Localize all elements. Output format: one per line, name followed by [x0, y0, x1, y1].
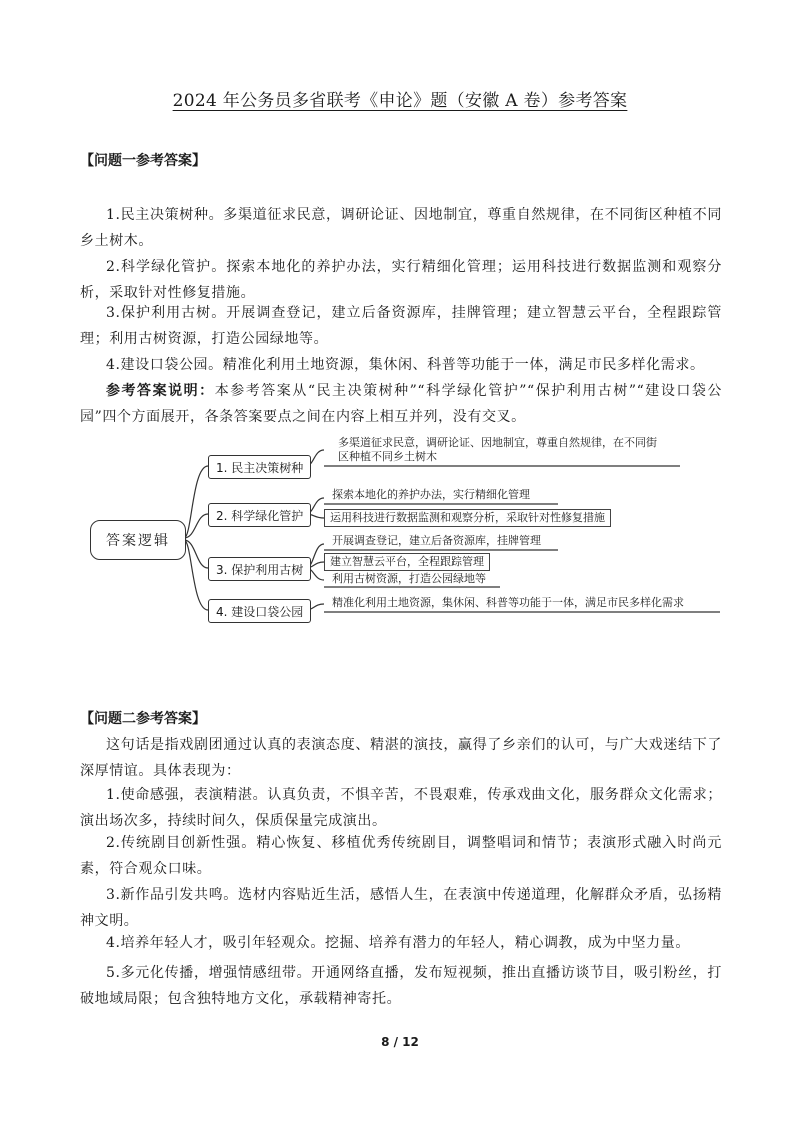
diagram-leaf-2-1: 探索本地化的养护办法，实行精细化管理: [332, 488, 530, 501]
connector-branch-2: [184, 514, 208, 538]
section2-point-2: 2.传统剧目创新性强。精心恢复、移植优秀传统剧目，调整唱词和情节；表演形式融入时尚元素，符合观众口味。: [80, 835, 722, 877]
diagram-leaf-2-2: 运用科技进行数据监测和观察分析，采取针对性修复措施: [324, 509, 611, 527]
section1-point-3: 3.保护利用古树。开展调查登记，建立后备资源库，挂牌管理；建立智慧云平台，全程跟踪管理；利用古树资源，打造公园绿地等。: [80, 305, 722, 347]
note-label: 参考答案说明：: [106, 383, 215, 399]
section2-point-3: 3.新作品引发共鸣。选材内容贴近生活，感悟人生，在表演中传递道理，化解群众矛盾，弘扬精神文明。: [80, 887, 722, 929]
section1-point-1: 1.民主决策树种。多渠道征求民意，调研论证、因地制宜，尊重自然规律，在不同街区种植不同乡土树木。: [80, 207, 722, 249]
section1-point-4: 4.建设口袋公园。精准化利用土地资源，集休闲、科普等功能于一体，满足市民多样化需求。: [106, 357, 705, 373]
diagram-branch-4: 4. 建设口袋公园: [208, 599, 311, 623]
diagram-leaf-4-1: 精准化利用土地资源，集休闲、科普等功能于一体，满足市民多样化需求: [332, 596, 684, 609]
section1-heading: 【问题一参考答案】: [80, 153, 206, 169]
diagram-branch-2: 2. 科学绿化管护: [208, 503, 311, 527]
section2-intro: 这句话是指戏剧团通过认真的表演态度、精湛的演技，赢得了乡亲们的认可，与广大戏迷结下了深厚情谊。具体表现为：: [80, 737, 722, 779]
answer-logic-diagram: [80, 430, 720, 638]
page-number: 8 / 12: [381, 1035, 419, 1049]
diagram-branch-3: 3. 保护利用古树: [208, 557, 311, 581]
page-title: 2024 年公务员多省联考《申论》题（安徽 A 卷）参考答案: [172, 91, 628, 111]
diagram-leaf-3-3: 利用古树资源，打造公园绿地等: [332, 572, 486, 585]
diagram-leaf-3-2: 建立智慧云平台，全程跟踪管理: [324, 553, 490, 571]
diagram-leaf-1-1: 多渠道征求民意，调研论证、因地制宜，尊重自然规律，在不同街: [338, 436, 657, 449]
diagram-leaf-3-1: 开展调查登记，建立后备资源库，挂牌管理: [332, 534, 541, 547]
diagram-branch-1: 1. 民主决策树种: [208, 455, 311, 479]
diagram-leaf-1-2: 区种植不同乡土树木: [338, 450, 437, 463]
section1-note: [80, 378, 722, 430]
section2-point-5: 5.多元化传播，增强情感纽带。开通网络直播，发布短视频，推出直播访谈节目，吸引粉丝，打破地域局限；包含独特地方文化，承载精神寄托。: [80, 965, 722, 1007]
connector-branch-4: [184, 540, 208, 610]
section2-point-4: 4.培养年轻人才，吸引年轻观众。挖掘、培养有潜力的年轻人，精心调教，成为中坚力量。: [106, 935, 690, 951]
section1-point-2: 2.科学绿化管护。探索本地化的养护办法，实行精细化管理；运用科技进行数据监测和观察分析，采取针对性修复措施。: [80, 259, 722, 301]
section2-heading: 【问题二参考答案】: [80, 711, 206, 727]
diagram-root: 答案逻辑: [90, 520, 186, 560]
note-text: 本参考答案从“民主决策树种”“科学绿化管护”“保护利用古树”“建设口袋公园”四个方面展开，各条答案要点之间在内容上相互并列，没有交叉。: [80, 383, 723, 425]
section2-point-1: 1.使命感强，表演精湛。认真负责，不惧辛苦，不畏艰难，传承戏曲文化，服务群众文化需求；演出场次多，持续时间久，保质保量完成演出。: [80, 787, 722, 829]
